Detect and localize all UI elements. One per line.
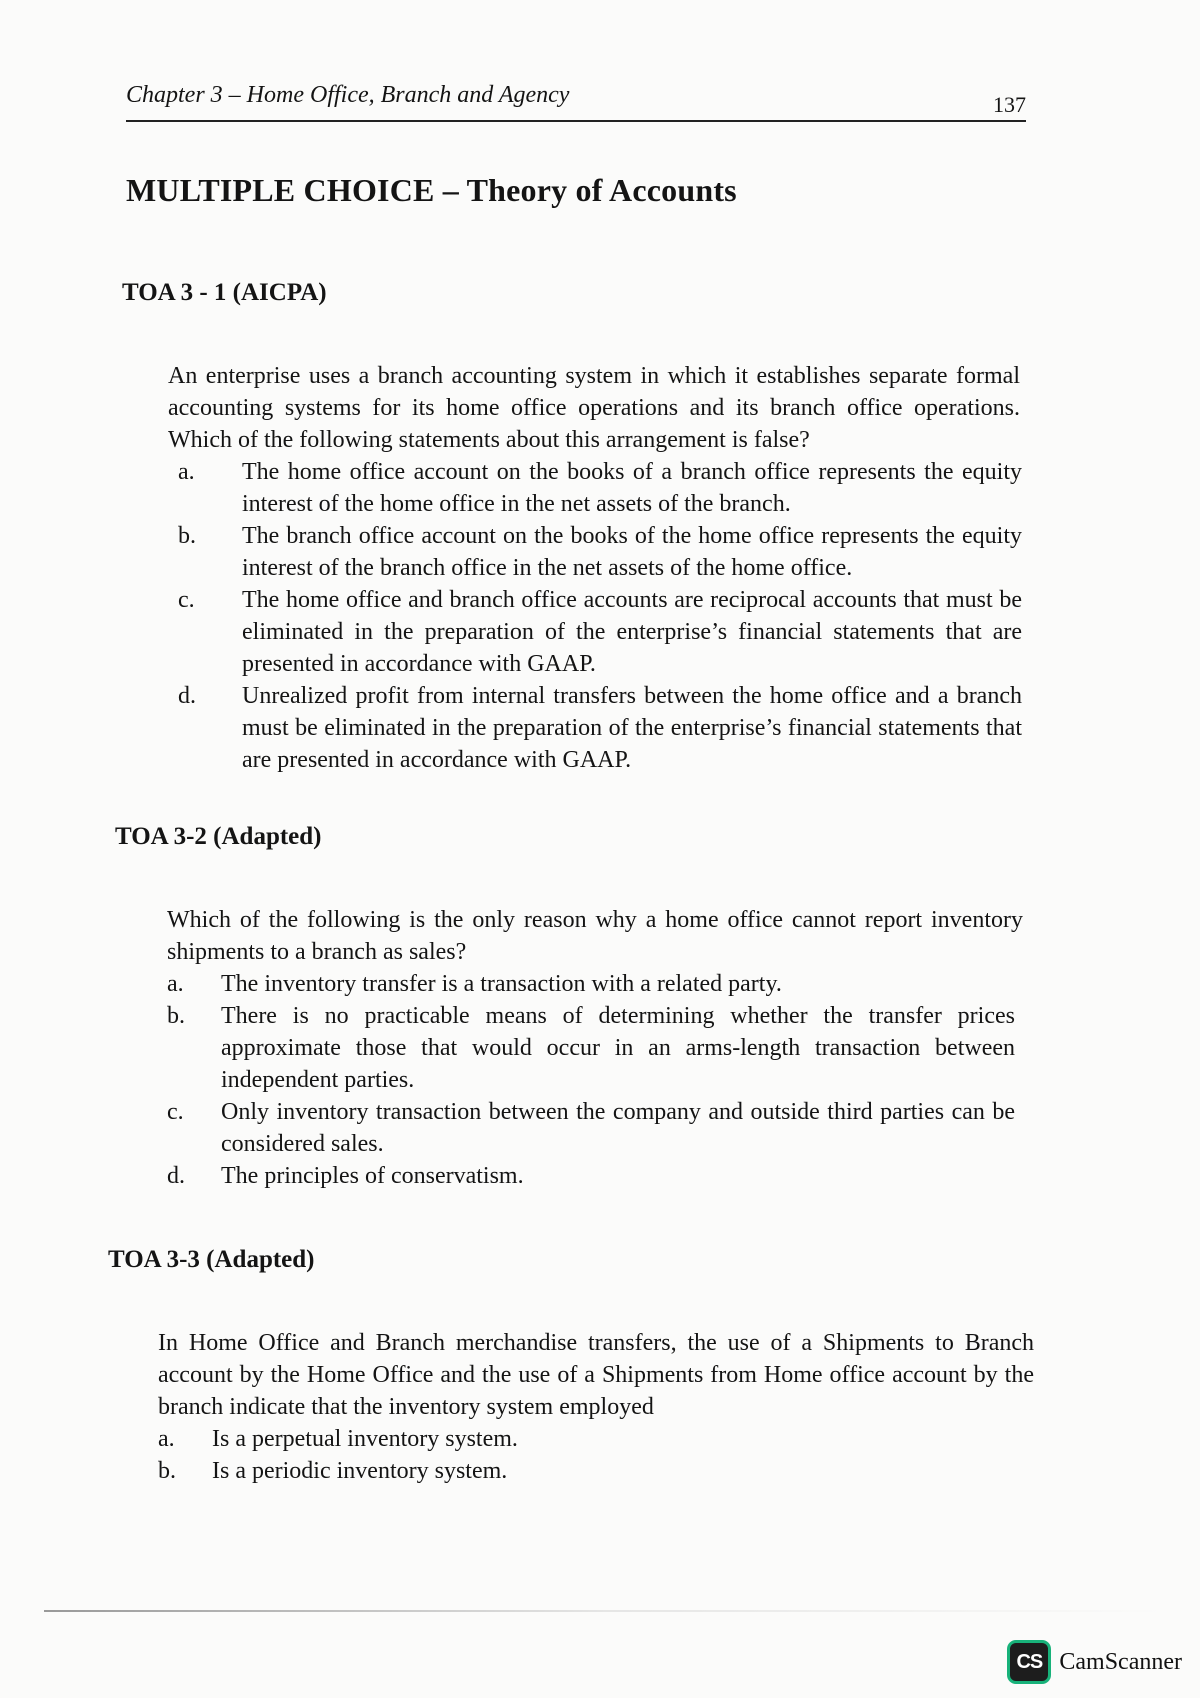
camscanner-watermark [1007,1640,1182,1684]
option-text: The home office account on the books of a branch office represents the equity interest of the home office in the net assets of the branch. [242,459,1022,517]
option-text: Unrealized profit from internal transfers between the home office and a branch must be eliminated in the preparation of the enterprise’s financial statements that are presented in accordance with GAAP. [242,683,1022,773]
answer-option-c [115,1096,1015,1160]
option-text: The branch office account on the books of the home office represents the equity interest of the branch office in the net assets of the home office. [242,523,1022,581]
answer-options [122,456,1022,776]
option-letter: b. [158,1458,176,1484]
scan-page-edge [44,1610,1164,1612]
option-letter: b. [167,1003,185,1029]
option-text: There is no practicable means of determining whether the transfer prices approximate those that would occur in an arms-length transaction between independent parties. [221,1003,1015,1093]
question-heading: TOA 3 - 1 (AICPA) [122,279,327,306]
option-text: The principles of conservatism. [221,1163,524,1189]
answer-option-a [122,456,1022,520]
question-stem: An enterprise uses a branch accounting system in which it establishes separate formal accounting systems for its home office operations and its branch office operations. Which of the following statements about this arrangement is false? [168,363,1020,453]
answer-option-a [108,1423,1008,1455]
answer-option-a [115,968,1015,1000]
option-text: Is a perpetual inventory system. [212,1426,518,1452]
page-number: 137 [993,92,1026,117]
option-letter: a. [167,971,184,997]
question-stem: In Home Office and Branch merchandise transfers, the use of a Shipments to Branch account by the Home Office and the use of a Shipments from Home office account by the branch indicate that the inventory system employed [158,1330,1034,1420]
option-text: The inventory transfer is a transaction with a related party. [221,971,782,997]
question-toa-3-3 [108,1245,1034,1487]
question-toa-3-2 [115,822,1023,1192]
section-title: MULTIPLE CHOICE – Theory of Accounts [126,172,737,208]
answer-options [115,968,1015,1192]
chapter-title: Chapter 3 – Home Office, Branch and Agency [126,82,570,108]
option-text: The home office and branch office accounts are reciprocal accounts that must be eliminated in the preparation of the enterprise’s financial statements that are presented in accordance with GAAP. [242,587,1022,677]
question-heading: TOA 3-2 (Adapted) [115,823,322,850]
answer-option-b [108,1455,1008,1487]
option-letter: d. [178,683,196,709]
option-letter: c. [167,1099,184,1125]
camscanner-logo-icon: CS [1007,1640,1051,1684]
camscanner-name: CamScanner [1059,1648,1182,1675]
question-heading: TOA 3-3 (Adapted) [108,1246,315,1273]
option-letter: a. [158,1426,175,1452]
option-letter: a. [178,459,195,485]
question-stem: Which of the following is the only reason why a home office cannot report inventory shipments to a branch as sales? [167,907,1023,965]
answer-option-b [115,1000,1015,1096]
question-toa-3-1 [122,278,1022,776]
answer-option-c [122,584,1022,680]
answer-option-d [122,680,1022,776]
answer-option-d [115,1160,1015,1192]
option-letter: c. [178,587,195,613]
option-text: Only inventory transaction between the company and outside third parties can be considered sales. [221,1099,1015,1157]
answer-option-b [122,520,1022,584]
answer-options [108,1423,1008,1487]
running-header [126,82,1026,122]
option-text: Is a periodic inventory system. [212,1458,508,1484]
option-letter: d. [167,1163,185,1189]
option-letter: b. [178,523,196,549]
